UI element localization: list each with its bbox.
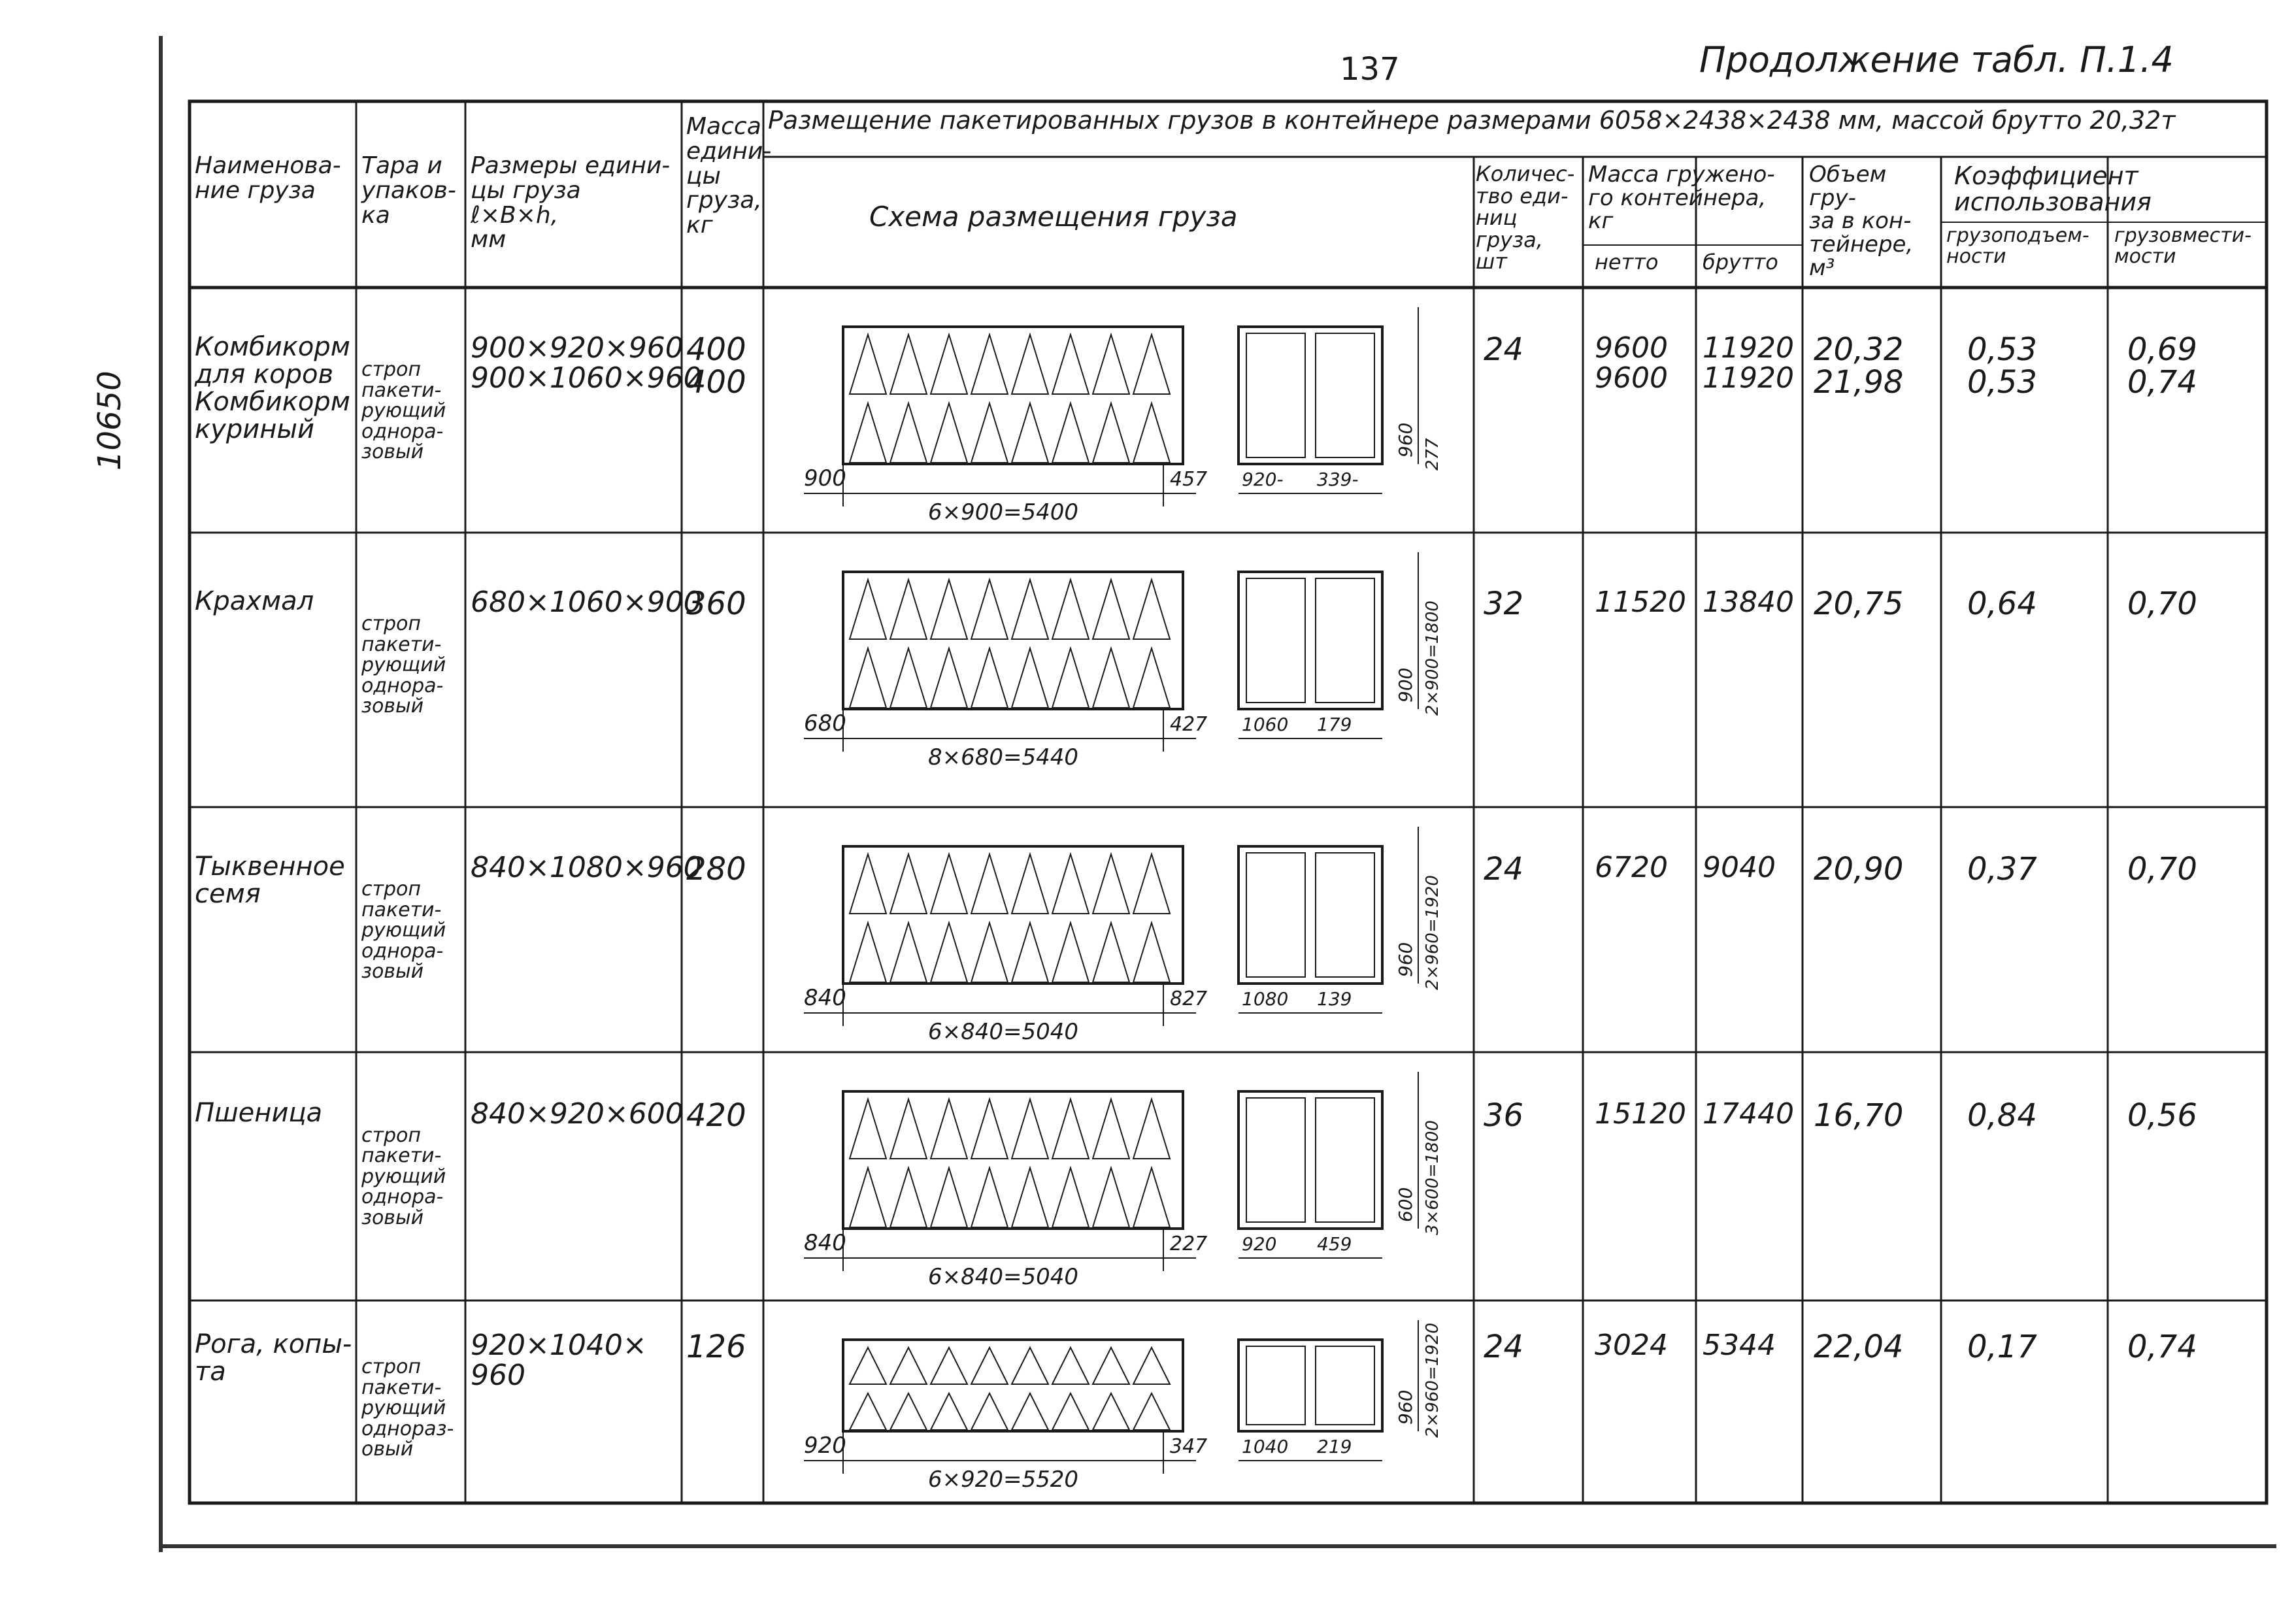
cargo-unit — [1052, 1168, 1089, 1227]
cell-gross: 11920 11920 — [1703, 331, 1794, 395]
dimension-c: 827 — [1170, 987, 1208, 1010]
cargo-unit — [1093, 854, 1129, 914]
cargo-pattern — [850, 1099, 1170, 1227]
cargo-unit — [1093, 1348, 1129, 1384]
dimension-e: 339- — [1317, 469, 1359, 490]
cell-mass: 280 — [686, 851, 746, 887]
cargo-unit — [1093, 1168, 1129, 1227]
cell-count: 32 — [1484, 586, 1524, 623]
cargo-unit — [1093, 403, 1129, 463]
cell-coef-cap: 0,56 — [2127, 1097, 2197, 1134]
cargo-unit — [1012, 1099, 1048, 1159]
header-net: нетто — [1595, 250, 1659, 274]
cell-gross: 13840 — [1703, 586, 1794, 620]
cargo-unit — [1012, 854, 1048, 914]
cell-net: 11520 — [1595, 586, 1686, 620]
cell-packaging: строп пакети- рующий однора- зовый — [361, 1123, 446, 1229]
container-front-view — [843, 1091, 1183, 1229]
cargo-unit — [971, 854, 1008, 914]
cargo-unit — [890, 1348, 927, 1384]
cell-packaging: строп пакети- рующий однораз- овый — [361, 1355, 454, 1461]
cargo-unit — [931, 1393, 967, 1430]
cargo-stack — [1246, 578, 1305, 703]
cell-dimensions: 840×1080×960 — [471, 851, 702, 884]
cargo-unit — [1133, 580, 1170, 639]
cargo-unit — [931, 335, 967, 394]
cargo-unit — [890, 854, 927, 914]
cargo-stack — [1316, 1098, 1374, 1222]
header-coef-load: грузоподъем- ности — [1946, 224, 2089, 268]
cell-name: Пшеница — [195, 1097, 323, 1128]
cargo-unit — [1052, 580, 1089, 639]
dimension-g: 277 — [1423, 438, 1442, 471]
cargo-pattern — [850, 1348, 1170, 1430]
dimension-c: 227 — [1170, 1233, 1208, 1255]
cargo-unit — [850, 580, 886, 639]
cargo-unit — [1093, 648, 1129, 708]
cell-gross: 17440 — [1703, 1097, 1794, 1131]
container-side-view — [1238, 1091, 1382, 1229]
cargo-unit — [850, 1168, 886, 1227]
cell-volume: 16,70 — [1814, 1097, 1904, 1134]
header-scheme: Схема размещения груза — [869, 201, 1238, 233]
dimension-g: 2×960=1920 — [1423, 875, 1442, 990]
dimension-f: 900 — [1395, 667, 1416, 703]
cell-volume: 20,90 — [1814, 851, 1904, 887]
cargo-unit — [971, 1099, 1008, 1159]
dimension-a: 920 — [804, 1433, 846, 1459]
cargo-unit — [850, 335, 886, 394]
cargo-unit — [1133, 335, 1170, 394]
cargo-unit — [931, 854, 967, 914]
cargo-unit — [1052, 1393, 1089, 1430]
cargo-unit — [1133, 1348, 1170, 1384]
container-front-view — [843, 1340, 1183, 1431]
side-number: 10650 — [91, 371, 128, 471]
container-front-view — [843, 327, 1183, 464]
cell-packaging: строп пакети- рующий однора- зовый — [361, 878, 446, 983]
cargo-stack — [1246, 333, 1305, 457]
dimension-d: 1040 — [1242, 1436, 1289, 1457]
container-front-view — [843, 846, 1183, 984]
dimension-c: 457 — [1170, 468, 1208, 491]
cargo-unit — [1133, 923, 1170, 982]
cargo-unit — [931, 648, 967, 708]
cell-count: 24 — [1484, 1329, 1524, 1365]
cell-coef-cap: 0,69 0,74 — [2127, 331, 2197, 401]
cell-net: 15120 — [1595, 1097, 1686, 1131]
cell-packaging: строп пакети- рующий однора- зовый — [361, 612, 446, 718]
dimension-b: 6×920=5520 — [928, 1467, 1079, 1493]
header-placement-title: Размещение пакетированных грузов в контейнере размерами 6058×2438×2438 мм, массой брутто 20,32т — [768, 106, 2176, 135]
cargo-stack — [1316, 333, 1374, 457]
dimension-d: 1060 — [1242, 714, 1289, 735]
dimension-d: 920- — [1242, 469, 1284, 490]
cargo-unit — [850, 1393, 886, 1430]
dimension-b: 6×840=5040 — [928, 1019, 1079, 1045]
cargo-unit — [1012, 1168, 1048, 1227]
cargo-unit — [890, 1099, 927, 1159]
cargo-unit — [890, 1393, 927, 1430]
container-front-view — [843, 572, 1183, 709]
cargo-unit — [931, 1168, 967, 1227]
cell-volume: 22,04 — [1814, 1329, 1904, 1365]
cell-name: Рога, копы- та — [195, 1329, 352, 1387]
dimension-f: 960 — [1395, 422, 1416, 457]
cargo-unit — [1012, 1348, 1048, 1384]
cell-coef-load: 0,37 — [1967, 851, 2037, 887]
cargo-unit — [1012, 335, 1048, 394]
cargo-stack — [1246, 853, 1305, 977]
cargo-pattern — [850, 580, 1170, 708]
cell-mass: 360 — [686, 586, 746, 623]
cargo-unit — [971, 580, 1008, 639]
dimension-a: 840 — [804, 1230, 846, 1256]
dimension-f: 960 — [1395, 1389, 1416, 1425]
cargo-unit — [1052, 648, 1089, 708]
dimension-e: 459 — [1317, 1233, 1352, 1255]
cell-volume: 20,32 21,98 — [1814, 331, 1904, 401]
cargo-unit — [890, 923, 927, 982]
dimension-b: 6×840=5040 — [928, 1264, 1079, 1290]
continuation-title: Продолжение табл. П.1.4 — [1699, 39, 2174, 80]
cargo-pattern — [850, 854, 1170, 982]
container-side-view — [1238, 572, 1382, 709]
cell-dimensions: 920×1040× 960 — [471, 1329, 647, 1393]
dimension-g: 2×960=1920 — [1423, 1323, 1442, 1438]
cargo-unit — [1133, 854, 1170, 914]
cargo-unit — [1052, 1099, 1089, 1159]
cargo-unit — [931, 403, 967, 463]
cell-name: Тыквенное семя — [195, 852, 345, 909]
cargo-unit — [890, 648, 927, 708]
cargo-unit — [1133, 648, 1170, 708]
cell-mass: 126 — [686, 1329, 746, 1365]
cargo-unit — [1052, 335, 1089, 394]
page-number: 137 — [1340, 51, 1400, 88]
cargo-unit — [931, 580, 967, 639]
dimension-f: 600 — [1395, 1187, 1416, 1222]
cell-gross: 9040 — [1703, 851, 1776, 884]
cell-net: 6720 — [1595, 851, 1668, 884]
cargo-stack — [1246, 1098, 1305, 1222]
dimension-g: 3×600=1800 — [1423, 1120, 1442, 1235]
cell-coef-load: 0,84 — [1967, 1097, 2037, 1134]
cargo-unit — [1093, 1099, 1129, 1159]
cargo-unit — [850, 1099, 886, 1159]
cargo-unit — [1052, 923, 1089, 982]
cargo-unit — [1093, 923, 1129, 982]
cargo-unit — [890, 403, 927, 463]
cargo-unit — [1093, 1393, 1129, 1430]
cargo-unit — [931, 1099, 967, 1159]
cell-volume: 20,75 — [1814, 586, 1904, 623]
cargo-pattern — [850, 335, 1170, 463]
cargo-unit — [890, 580, 927, 639]
cell-coef-load: 0,64 — [1967, 586, 2037, 623]
dimension-c: 347 — [1170, 1435, 1208, 1458]
header-mass: Масса едини- цы груза, кг — [686, 113, 772, 239]
header-gross: брутто — [1703, 250, 1778, 274]
header-count: Количес- тво еди- ниц груза, шт — [1476, 161, 1575, 274]
cargo-unit — [1133, 1099, 1170, 1159]
container-side-view — [1238, 846, 1382, 984]
dimension-e: 179 — [1317, 714, 1352, 735]
cell-net: 3024 — [1595, 1329, 1668, 1362]
cell-count: 24 — [1484, 851, 1524, 887]
dimension-d: 920 — [1242, 1233, 1277, 1255]
cargo-unit — [850, 1348, 886, 1384]
cargo-stack — [1246, 1346, 1305, 1425]
dimension-b: 6×900=5400 — [928, 499, 1079, 525]
cargo-unit — [971, 1168, 1008, 1227]
cargo-unit — [1133, 1168, 1170, 1227]
cell-mass: 400 400 — [686, 331, 746, 401]
cargo-unit — [971, 648, 1008, 708]
cargo-unit — [890, 335, 927, 394]
header-coef: Коэффициент использования — [1954, 161, 2152, 216]
cell-count: 24 — [1484, 331, 1524, 368]
cargo-unit — [1012, 1393, 1048, 1430]
cargo-stack — [1316, 1346, 1374, 1425]
cargo-unit — [971, 335, 1008, 394]
dimension-e: 219 — [1317, 1436, 1352, 1457]
cargo-unit — [850, 403, 886, 463]
cell-count: 36 — [1484, 1097, 1524, 1134]
header-dimensions: Размеры едини- цы груза ℓ×B×h, мм — [471, 152, 671, 254]
cell-dimensions: 840×920×600 — [471, 1097, 684, 1131]
cell-net: 9600 9600 — [1595, 331, 1668, 395]
dimension-b: 8×680=5440 — [928, 744, 1079, 771]
cell-coef-cap: 0,70 — [2127, 586, 2197, 623]
header-name: Наименова- ние груза — [195, 152, 341, 204]
container-side-view — [1238, 327, 1382, 464]
cargo-unit — [971, 403, 1008, 463]
cell-coef-load: 0,53 0,53 — [1967, 331, 2037, 401]
cargo-unit — [1012, 648, 1048, 708]
dimension-a: 680 — [804, 710, 846, 737]
cell-gross: 5344 — [1703, 1329, 1776, 1362]
cargo-unit — [931, 1348, 967, 1384]
table-frame — [190, 101, 2267, 1503]
cargo-unit — [1012, 403, 1048, 463]
cell-coef-cap: 0,70 — [2127, 851, 2197, 887]
dimension-e: 139 — [1317, 988, 1352, 1010]
cell-coef-load: 0,17 — [1967, 1329, 2037, 1365]
dimension-d: 1080 — [1242, 988, 1289, 1010]
cell-dimensions: 900×920×960 900×1060×960 — [471, 331, 702, 395]
cargo-unit — [931, 923, 967, 982]
cargo-stack — [1316, 578, 1374, 703]
cargo-unit — [1012, 923, 1048, 982]
cargo-unit — [1052, 1348, 1089, 1384]
cargo-unit — [850, 923, 886, 982]
header-coef-cap: грузовмести- мости — [2114, 224, 2252, 268]
dimension-c: 427 — [1170, 713, 1208, 736]
cargo-unit — [971, 1393, 1008, 1430]
cell-dimensions: 680×1060×900 — [471, 586, 702, 620]
cell-name: Крахмал — [195, 586, 314, 617]
cell-mass: 420 — [686, 1097, 746, 1134]
dimension-a: 840 — [804, 985, 846, 1011]
cargo-unit — [850, 854, 886, 914]
cargo-unit — [1052, 854, 1089, 914]
cell-packaging: строп пакети- рующий однора- зовый — [361, 358, 446, 463]
dimension-g: 2×900=1800 — [1423, 601, 1442, 716]
cargo-unit — [971, 923, 1008, 982]
cargo-unit — [1052, 403, 1089, 463]
cargo-unit — [1093, 580, 1129, 639]
cargo-unit — [850, 648, 886, 708]
cargo-unit — [890, 1168, 927, 1227]
dimension-a: 900 — [804, 465, 846, 491]
header-cargo-mass: Масса гружено- го контейнера, кг — [1588, 161, 1775, 235]
cargo-unit — [1133, 1393, 1170, 1430]
dimension-f: 960 — [1395, 942, 1416, 977]
cargo-stack — [1316, 853, 1374, 977]
cargo-unit — [971, 1348, 1008, 1384]
cargo-unit — [1012, 580, 1048, 639]
cell-coef-cap: 0,74 — [2127, 1329, 2197, 1365]
header-volume: Объем гру- за в кон- тейнере, м³ — [1809, 161, 1914, 281]
cell-name: Комбикорм для коров Комбикорм куриный — [195, 332, 350, 444]
cargo-unit — [1133, 403, 1170, 463]
cargo-unit — [1093, 335, 1129, 394]
container-side-view — [1238, 1340, 1382, 1431]
header-packaging: Тара и упаков- ка — [361, 152, 456, 229]
